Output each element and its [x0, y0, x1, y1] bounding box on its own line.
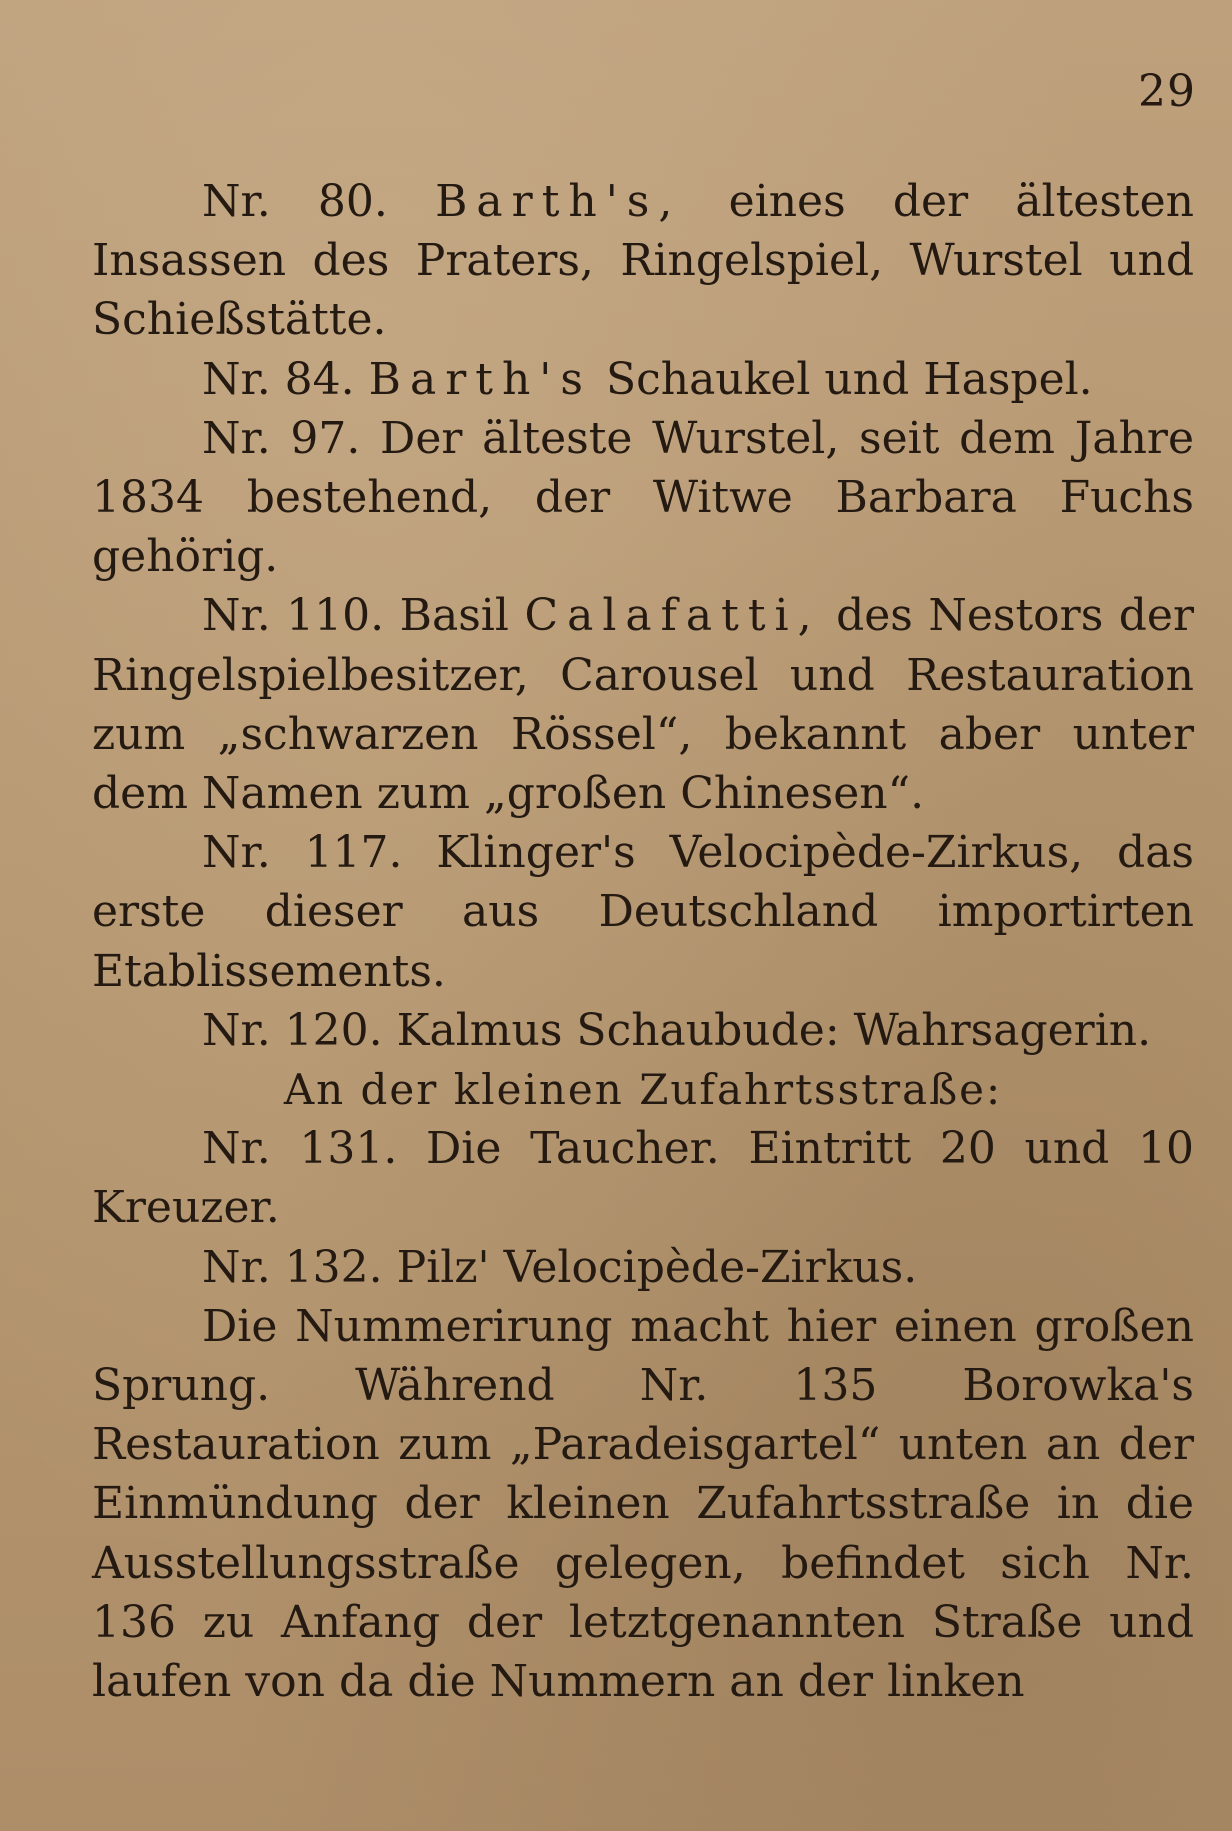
entry-text: Klinger's Velocipède-Zirkus, das erste dieser aus Deutschland importirten Etablissements.	[92, 827, 1195, 997]
entry-nr-132	[92, 1238, 1194, 1297]
entry-name: Barth's	[368, 353, 592, 405]
entry-text: Der älteste Wurstel, seit dem Jahre 1834 bestehend, der Witwe Barbara Fuchs gehörig.	[92, 412, 1194, 583]
entry-nr-131	[92, 1119, 1194, 1237]
entry-number: Nr. 117.	[202, 827, 403, 879]
entry-number: Nr. 84.	[202, 353, 355, 405]
page-body	[92, 172, 1194, 1711]
entry-text: Basil	[384, 590, 525, 642]
entry-number: Nr. 120.	[202, 1004, 383, 1056]
entry-text: des Nestors der Ringelspielbesitzer, Carousel und Restauration zum „schwarzen Rössel“, bekannt aber unter dem Namen zum „großen Chinesen“.	[92, 590, 1195, 820]
entry-number: Nr. 97.	[202, 412, 361, 464]
entry-number: Nr. 132.	[202, 1241, 383, 1293]
entry-name: Calafatti,	[524, 590, 821, 642]
section-subheading: An der kleinen Zufahrtsstraße:	[283, 1065, 1003, 1115]
entry-text: Pilz' Velocipède-Zirkus.	[382, 1241, 918, 1293]
entry-nr-84	[92, 350, 1194, 409]
entry-nr-120	[92, 1001, 1194, 1060]
entry-number: Nr. 131.	[202, 1123, 398, 1175]
entry-nr-117	[92, 823, 1194, 1001]
closing-paragraph: Die Nummerirung macht hier einen großen Sprung. Während Nr. 135 Borowka's Restauration zum „Paradeisgartel“ unten an der Einmündung der kleinen Zufahrtsstraße in die Ausstellungsstraße gelegen, befindet sich Nr. 136 zu Anfang der letztgenannten Straße und laufen von da die Nummern an der linken	[92, 1300, 1194, 1708]
entry-text: eines der ältesten Insassen des Praters, Ringelspiel, Wurstel und Schießstätte.	[92, 176, 1194, 346]
entry-text: Die Taucher. Eintritt 20 und 10 Kreuzer.	[92, 1123, 1195, 1234]
entry-number: Nr. 80.	[202, 176, 388, 227]
entry-nr-97	[92, 409, 1194, 587]
entry-text: Kalmus Schaubude: Wahrsagerin.	[382, 1004, 1152, 1056]
entry-text: Schaukel und Haspel.	[591, 353, 1093, 405]
page-number: 29	[1138, 66, 1196, 117]
entry-nr-110	[92, 586, 1194, 823]
entry-nr-80	[92, 172, 1194, 350]
entry-number: Nr. 110.	[202, 590, 385, 642]
entry-name: Barth's,	[435, 176, 682, 227]
